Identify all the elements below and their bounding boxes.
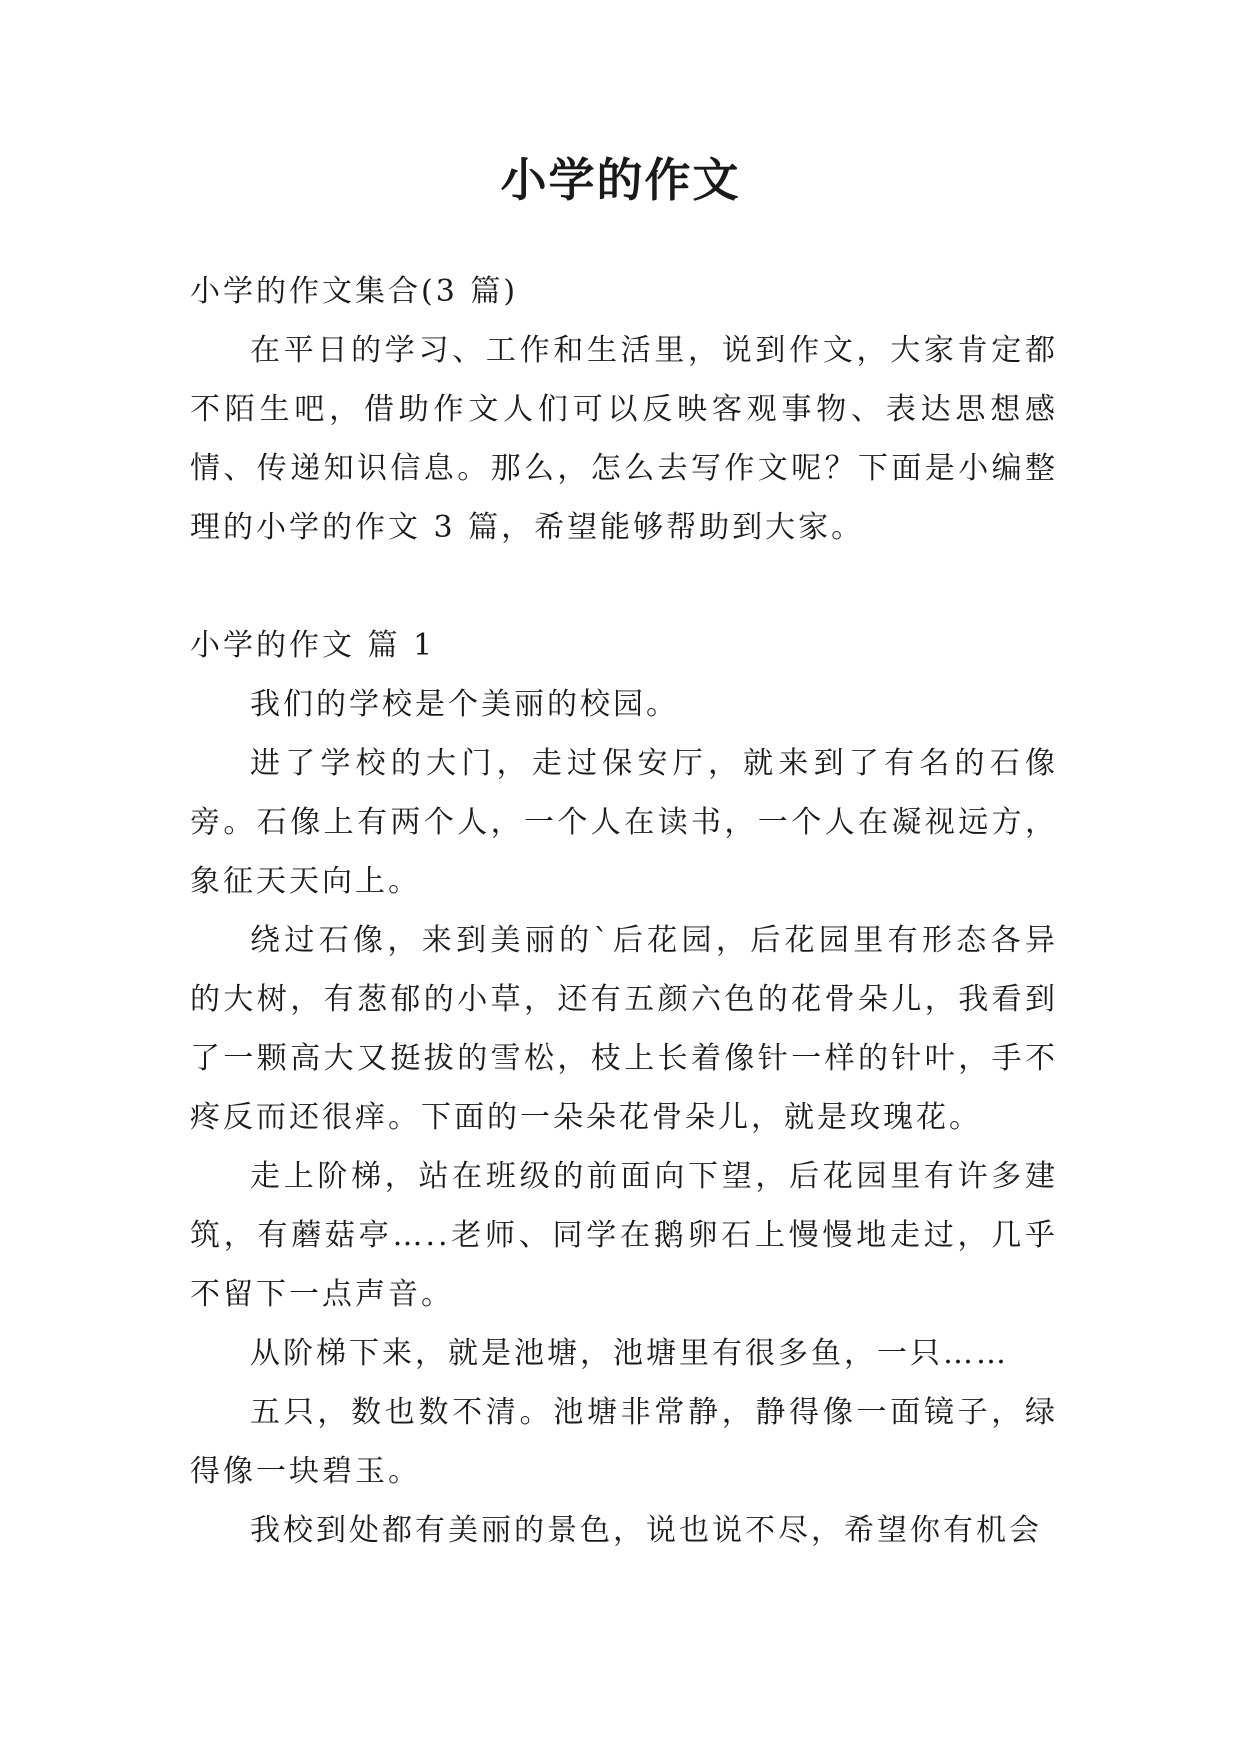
section-1-paragraph-5: 从阶梯下来，就是池塘，池塘里有很多鱼，一只……: [250, 1336, 1009, 1371]
section-spacer: [190, 557, 1058, 616]
section-1-paragraph-7: 我校到处都有美丽的景色，说也说不尽，希望你有机会: [250, 1513, 1042, 1548]
section-1-paragraph-2: 进了学校的大门，走过保安厅，就来到了有名的石像旁。石像上有两个人，一个人在读书，一个人在凝视远方，象征天天向上。: [190, 746, 1058, 899]
section-1-paragraph-3: 绕过石像，来到美丽的`后花园，后花园里有形态各异的大树，有葱郁的小草，还有五颜六色的花骨朵儿，我看到了一颗高大又挺拔的雪松，枝上长着像针一样的针叶，手不疼反而还很痒。下面的一朵朵花骨朵儿，就是玫瑰花。: [190, 923, 1058, 1135]
section-1-heading: 小学的作文 篇 1: [190, 628, 436, 663]
section-1-paragraph-1: 我们的学校是个美丽的校园。: [250, 687, 679, 722]
page-title: 小学的作文: [500, 153, 741, 207]
collection-heading: 小学的作文集合(3 篇): [190, 274, 519, 309]
intro-paragraph: 在平日的学习、工作和生活里，说到作文，大家肯定都不陌生吧，借助作文人们可以反映客观事物、表达思想感情、传递知识信息。那么，怎么去写作文呢？下面是小编整理的小学的作文 3 篇，希望能够帮助到大家。: [190, 333, 1058, 545]
document-body: [190, 262, 1058, 1560]
section-1-paragraph-6: 五只，数也数不清。池塘非常静，静得像一面镜子，绿得像一块碧玉。: [190, 1395, 1058, 1489]
section-1-paragraph-4: 走上阶梯，站在班级的前面向下望，后花园里有许多建筑，有蘑菇亭…..老师、同学在鹅卵石上慢慢地走过，几乎不留下一点声音。: [190, 1159, 1058, 1312]
